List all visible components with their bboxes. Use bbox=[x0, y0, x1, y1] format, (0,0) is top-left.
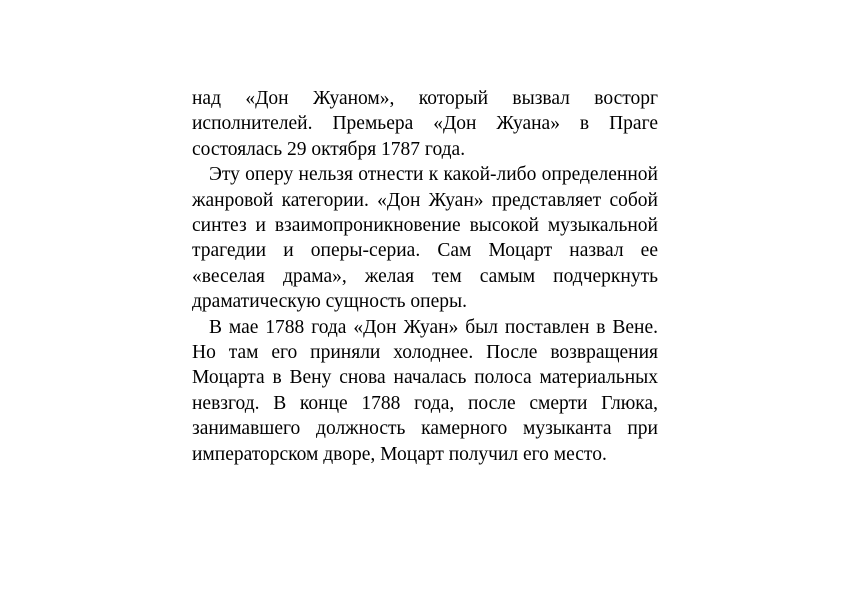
body-text bbox=[192, 86, 658, 467]
paragraph-2: Эту оперу нельзя отнести к какой-либо определенной жанровой категории. «Дон Жуан» представляет собой синтез и взаимопроникновение высокой музыкальной трагедии и оперы-сериа. Сам Моцарт назвал ее «веселая драма», желая тем самым подчеркнуть драматическую сущность оперы. bbox=[192, 164, 658, 313]
paragraph-3: В мае 1788 года «Дон Жуан» был поставлен в Вене. Но там его приняли холоднее. После возвращения Моцарта в Вену снова началась полоса материальных невзгод. В конце 1788 года, после смерти Глюка, занимавшего должность камерного музыканта при императорском дворе, Моцарт получил его место. bbox=[192, 316, 658, 465]
paragraph-1: над «Дон Жуаном», который вызвал восторг исполнителей. Премьера «Дон Жуана» в Праге состоялась 29 октября 1787 года. bbox=[192, 88, 658, 160]
